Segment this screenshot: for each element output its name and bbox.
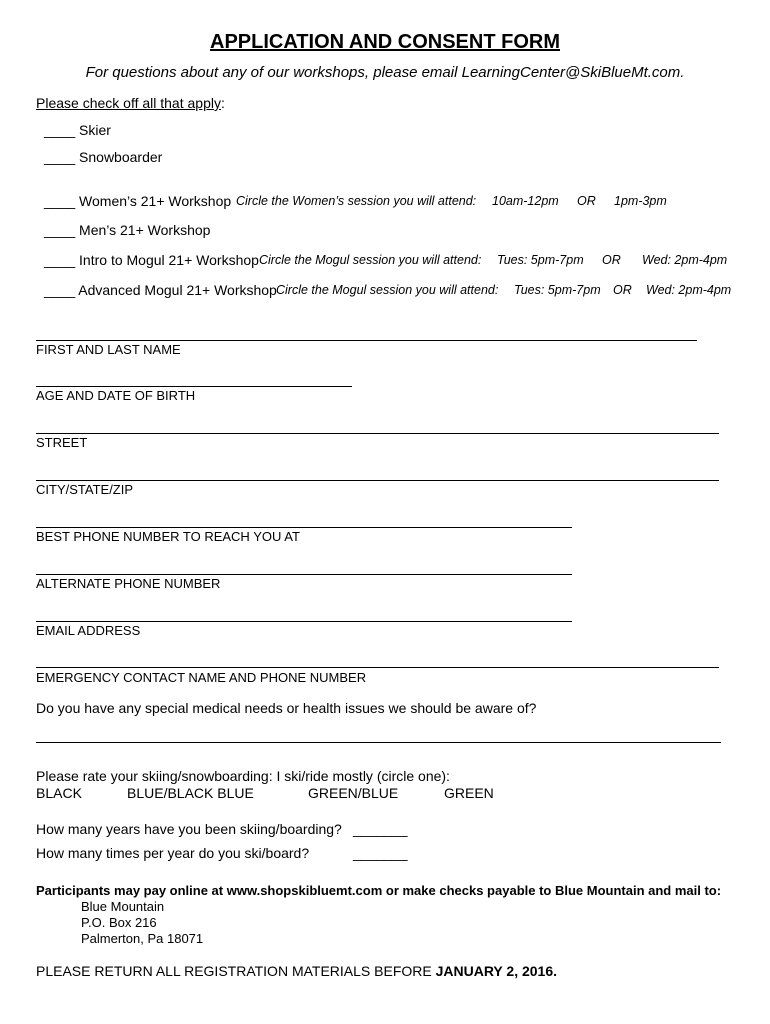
check-skier[interactable]: ____ Skier: [44, 122, 111, 138]
emergency-line[interactable]: [36, 667, 719, 668]
rating-black[interactable]: BLACK: [36, 785, 82, 801]
address-line-1: Blue Mountain: [81, 899, 165, 914]
form-subtitle: For questions about any of our workshops, please email LearningCenter@SkiBlueMt.com.: [85, 64, 685, 81]
years-question: How many years have you been skiing/boarding?: [36, 821, 342, 837]
deadline-date: JANUARY 2, 2016.: [435, 963, 558, 979]
alt-phone-label: ALTERNATE PHONE NUMBER: [36, 576, 221, 591]
intro-session-note: Circle the Mogul session you will attend:: [259, 253, 482, 267]
form-title: APPLICATION AND CONSENT FORM: [210, 31, 560, 53]
age-line[interactable]: [36, 386, 352, 387]
alt-phone-line[interactable]: [36, 574, 572, 575]
adv-or: OR: [613, 283, 632, 297]
womens-option-2[interactable]: 1pm-3pm: [614, 194, 667, 208]
age-label: AGE AND DATE OF BIRTH: [36, 388, 196, 403]
rating-question: Please rate your skiing/snowboarding: I ski/ride mostly (circle one):: [36, 768, 450, 784]
medical-question: Do you have any special medical needs or health issues we should be aware of?: [36, 700, 537, 716]
check-snowboarder[interactable]: ____ Snowboarder: [44, 149, 163, 165]
check-intro-text: Please check off all that apply: [36, 95, 221, 111]
check-intro: [36, 95, 225, 111]
intro-or: OR: [602, 253, 621, 267]
email-line[interactable]: [36, 621, 572, 622]
address-line-3: Palmerton, Pa 18071: [81, 931, 204, 946]
city-line[interactable]: [36, 480, 719, 481]
name-line[interactable]: [36, 340, 697, 341]
adv-option-2[interactable]: Wed: 2pm-4pm: [646, 283, 732, 297]
check-advanced-mogul[interactable]: ____ Advanced Mogul 21+ Workshop: [44, 282, 277, 298]
city-label: CITY/STATE/ZIP: [36, 482, 134, 497]
check-intro-colon: :: [220, 95, 225, 111]
email-label: EMAIL ADDRESS: [36, 623, 141, 638]
phone-line[interactable]: [36, 527, 572, 528]
deadline-text: PLEASE RETURN ALL REGISTRATION MATERIALS BEFORE: [36, 963, 436, 979]
check-mens-workshop[interactable]: ____ Men’s 21+ Workshop: [44, 222, 211, 238]
intro-option-2[interactable]: Wed: 2pm-4pm: [642, 253, 728, 267]
rating-green[interactable]: GREEN: [444, 785, 494, 801]
phone-label: BEST PHONE NUMBER TO REACH YOU AT: [36, 529, 300, 544]
adv-session-note: Circle the Mogul session you will attend:: [276, 283, 499, 297]
check-womens-workshop[interactable]: ____ Women’s 21+ Workshop: [44, 193, 232, 209]
name-label: FIRST AND LAST NAME: [36, 342, 181, 357]
womens-session-note: Circle the Women’s session you will attend:: [236, 194, 477, 208]
times-blank[interactable]: _______: [353, 845, 408, 861]
emergency-label: EMERGENCY CONTACT NAME AND PHONE NUMBER: [36, 670, 367, 685]
womens-option-1[interactable]: 10am-12pm: [492, 194, 559, 208]
rating-blue-black[interactable]: BLUE/BLACK BLUE: [127, 785, 254, 801]
times-question: How many times per year do you ski/board?: [36, 845, 310, 861]
street-label: STREET: [36, 435, 88, 450]
womens-or: OR: [577, 194, 596, 208]
years-blank[interactable]: _______: [353, 821, 408, 837]
check-intro-mogul[interactable]: ____ Intro to Mogul 21+ Workshop: [44, 252, 259, 268]
rating-green-blue[interactable]: GREEN/BLUE: [308, 785, 399, 801]
address-line-2: P.O. Box 216: [81, 915, 157, 930]
intro-option-1[interactable]: Tues: 5pm-7pm: [497, 253, 584, 267]
medical-line[interactable]: [36, 742, 721, 743]
street-line[interactable]: [36, 433, 719, 434]
deadline-note: [36, 963, 557, 979]
adv-option-1[interactable]: Tues: 5pm-7pm: [514, 283, 601, 297]
payment-note: Participants may pay online at www.shopskibluemt.com or make checks payable to Blue Mountain and mail to:: [36, 883, 722, 898]
